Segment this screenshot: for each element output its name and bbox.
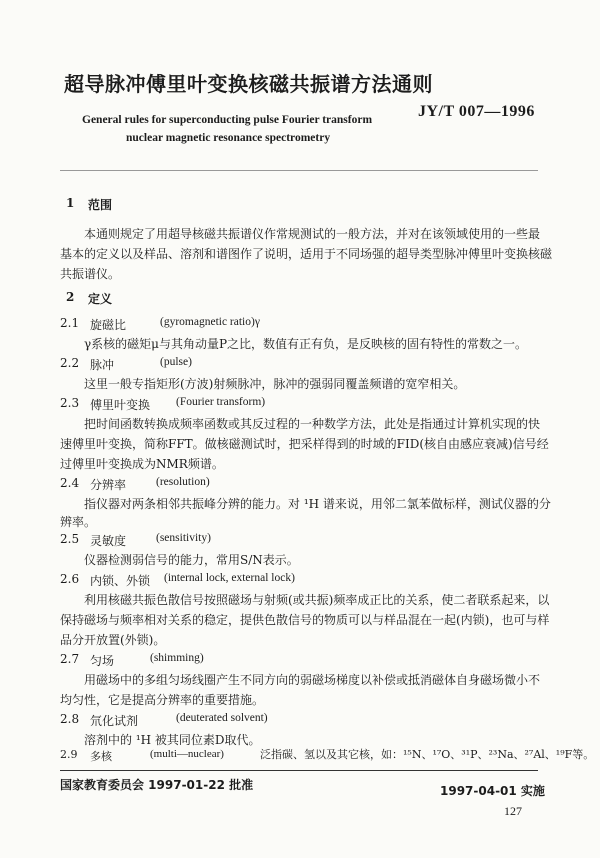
item-2-6-number: 2.6 (60, 572, 80, 586)
item-2-6-title: 内锁、外锁 (90, 574, 151, 588)
standard-code: JY/T 007—1996 (418, 103, 535, 120)
item-2-3-english: (Fourier transform) (176, 396, 266, 408)
item-2-6-line-3: 品分开放置(外锁)。 (60, 633, 166, 647)
item-2-1-number: 2.1 (60, 316, 80, 330)
item-2-4-line-2: 辨率。 (60, 515, 97, 529)
item-2-4-number: 2.4 (60, 476, 80, 490)
item-2-9-english: (multi—nuclear) (150, 748, 224, 760)
section-1-line-1: 本通则规定了用超导核磁共振谱仪作常规测试的一般方法，并对在该领域使用的一些最 (84, 227, 541, 241)
effective-date: 1997-04-01 实施 (440, 784, 545, 798)
item-2-9-title: 多核 (90, 750, 112, 763)
item-2-6-english: (internal lock, external lock) (164, 572, 295, 584)
item-2-7-line-2: 均匀性，它是提高分辨率的重要措施。 (60, 693, 265, 707)
english-title-line-1: General rules for superconducting pulse Fourier transform (82, 114, 373, 126)
item-2-2-english: (pulse) (160, 356, 192, 368)
approval-line: 国家教育委员会 1997-01-22 批准 (60, 778, 254, 792)
item-2-4-line-1: 指仪器对两条相邻共振峰分辨的能力。对 ¹H 谱来说，用邻二氯苯做标样，测试仪器的分 (84, 497, 551, 511)
item-2-3-title: 傅里叶变换 (90, 398, 151, 412)
section-1-line-3: 共振谱仪。 (60, 267, 121, 281)
english-title-line-2: nuclear magnetic resonance spectrometry (126, 132, 331, 144)
item-2-4-title: 分辨率 (90, 478, 127, 492)
item-2-7-title: 匀场 (90, 654, 115, 668)
item-2-2-title: 脉冲 (90, 358, 115, 372)
item-2-1-line-1: γ系核的磁矩μ与其角动量P之比，数值有正有负，是反映核的固有特性的常数之一。 (84, 337, 528, 351)
section-1-heading: 范围 (88, 198, 113, 212)
item-2-3-number: 2.3 (60, 396, 80, 410)
section-1-number: 1 (66, 196, 75, 210)
item-2-1-english: (gyromagnetic ratio)γ (160, 316, 260, 328)
item-2-6-line-1: 利用核磁共振色散信号按照磁场与射频(或共振)频率成正比的关系，使二者联系起来，以 (84, 593, 550, 607)
item-2-1-title: 旋磁比 (90, 318, 127, 332)
item-2-3-line-2: 速傅里叶变换，简称FFT。做核磁测试时，把采样得到的时域的FID(核自由感应衰减)信号经 (60, 437, 549, 451)
item-2-4-english: (resolution) (156, 476, 210, 488)
section-2-number: 2 (66, 290, 75, 304)
item-2-5-line-1: 仪器检测弱信号的能力，常用S/N表示。 (84, 553, 299, 567)
item-2-7-english: (shimming) (150, 652, 204, 664)
item-2-9-line-1: 泛指碳、氢以及其它核，如：¹⁵N、¹⁷O、³¹P、²³Na、²⁷Al、¹⁹F等。 (260, 748, 595, 761)
item-2-8-line-1: 溶剂中的 ¹H 被其同位素D取代。 (84, 733, 261, 747)
item-2-2-line-1: 这里一般专指矩形(方波)射频脉冲，脉冲的强弱同覆盖频谱的宽窄相关。 (84, 377, 466, 391)
item-2-8-title: 氘化试剂 (90, 714, 139, 728)
item-2-5-title: 灵敏度 (90, 534, 127, 548)
item-2-6-line-2: 保持磁场与频率相对关系的稳定，提供色散信号的物质可以与样品混在一起(内锁)，也可与样 (60, 613, 550, 627)
item-2-2-number: 2.2 (60, 356, 80, 370)
document-title: 超导脉冲傅里叶变换核磁共振谱方法通则 (64, 72, 433, 96)
item-2-7-number: 2.7 (60, 652, 80, 666)
footer-divider (60, 770, 538, 771)
item-2-9-number: 2.9 (60, 748, 78, 761)
item-2-5-number: 2.5 (60, 532, 80, 546)
header-divider (60, 170, 538, 171)
section-2-heading: 定义 (88, 292, 113, 306)
page-number: 127 (504, 804, 522, 818)
item-2-8-english: (deuterated solvent) (176, 712, 268, 724)
item-2-5-english: (sensitivity) (156, 532, 211, 544)
section-1-line-2: 基本的定义以及样品、溶剂和谱图作了说明，适用于不同场强的超导类型脉冲傅里叶变换核磁 (60, 247, 553, 261)
item-2-8-number: 2.8 (60, 712, 80, 726)
item-2-7-line-1: 用磁场中的多组匀场线圈产生不同方向的弱磁场梯度以补偿或抵消磁体自身磁场微小不 (84, 673, 541, 687)
item-2-3-line-1: 把时间函数转换成频率函数或其反过程的一种数学方法，此处是指通过计算机实现的快 (84, 417, 541, 431)
item-2-3-line-3: 过傅里叶变换成为NMR频谱。 (60, 457, 224, 471)
